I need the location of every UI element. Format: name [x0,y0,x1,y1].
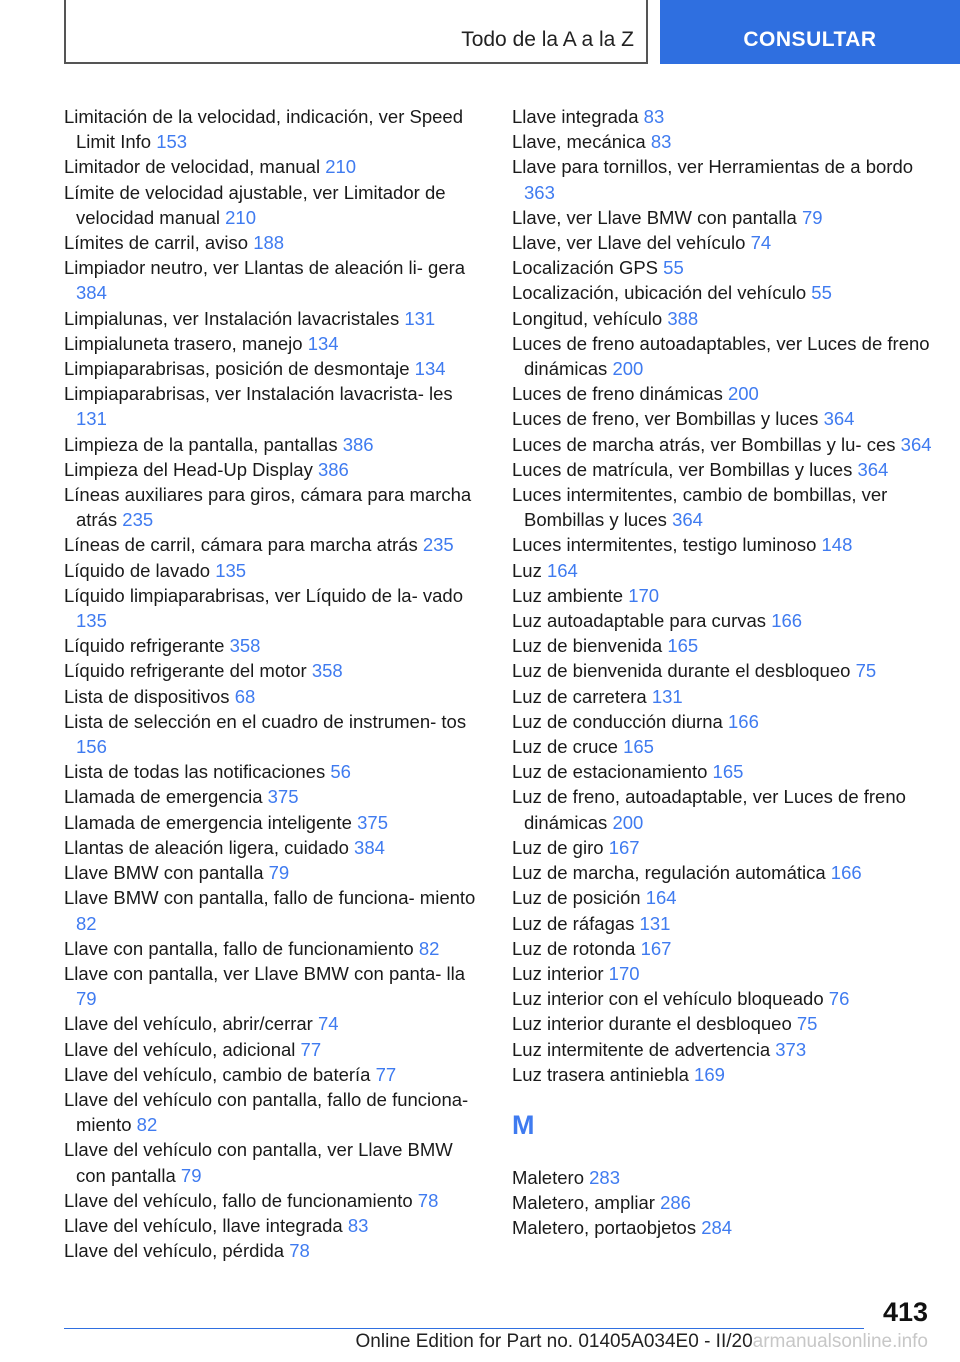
index-entry [64,759,484,784]
page-link[interactable]: 131 [404,307,436,329]
page-link[interactable]: 77 [375,1063,397,1085]
entry-term: Líneas de carril, cámara para marcha atrás [64,534,418,556]
page-link[interactable]: 200 [612,358,644,380]
index-entry [512,1062,932,1087]
page-link[interactable]: 388 [667,307,699,329]
index-entry [512,860,932,885]
entry-term: Luz de giro [512,836,604,858]
page-link[interactable]: 364 [823,408,855,430]
page-link[interactable]: 55 [663,257,684,279]
page-link[interactable]: 165 [623,736,654,758]
index-entry [512,255,932,280]
entry-term: Llave, mecánica [512,131,646,153]
entry-term: Limpiaparabrisas, posición de desmontaje [64,358,410,380]
page-link[interactable]: 75 [855,660,877,682]
entry-term: Lista de selección en el cuadro de instrumen- tos [64,710,467,732]
entry-term: Líquido de lavado [64,559,211,581]
index-entry [64,936,484,961]
index-entry [64,1011,484,1036]
entry-term: Limitador de velocidad, manual [64,156,321,178]
entry-term: Maletero [512,1166,584,1188]
entry-term: Luz de cruce [512,736,618,758]
entry-term: Llave integrada [512,106,639,127]
entry-term: Luz intermitente de advertencia [512,1038,771,1060]
index-entry [512,558,932,583]
entry-term: Llave con pantalla, ver Llave BMW con panta- lla [64,962,466,984]
entry-term: Luces de freno autoadaptables, ver Luces de freno dinámicas [512,332,930,380]
index-entry [512,280,932,305]
entry-term: Maletero, ampliar [512,1192,655,1214]
page-link[interactable]: 156 [76,736,107,758]
index-entry [512,709,932,734]
index-entry [512,306,932,331]
entry-term: Luces de matrícula, ver Bombillas y luces [512,458,853,480]
entry-term: Localización, ubicación del vehículo [512,282,807,304]
index-entry [512,1190,932,1215]
index-entry [64,684,484,709]
index-entry [512,835,932,860]
entry-term: Luz de bienvenida [512,635,663,657]
index-tab-label: Todo de la A a la Z [461,28,634,51]
index-entry [64,306,484,331]
page-link[interactable]: 79 [801,206,823,228]
page-link[interactable]: 153 [156,131,188,153]
index-entry [64,104,484,154]
entry-term: Luz interior con el vehículo bloqueado [512,988,824,1010]
page-link[interactable]: 210 [325,156,357,178]
page-link[interactable]: 135 [76,610,107,632]
entry-term: Llamada de emergencia inteligente [64,811,352,833]
page-link[interactable]: 210 [225,206,256,228]
entry-term: Límites de carril, aviso [64,232,249,254]
page-link[interactable]: 68 [234,685,256,707]
index-entry [64,709,484,759]
index-entry [512,532,932,557]
page-link[interactable]: 375 [357,811,388,833]
index-entry [64,583,484,633]
page-link[interactable]: 134 [307,332,339,354]
entry-term: Líquido refrigerante del motor [64,660,307,682]
page-link[interactable]: 79 [76,988,97,1010]
page-link[interactable]: 364 [900,433,932,455]
footer-rule [64,1328,864,1329]
index-entry [64,810,484,835]
entry-term: Luces de freno, ver Bombillas y luces [512,408,819,430]
page-link[interactable]: 373 [775,1038,807,1060]
page-link[interactable]: 56 [330,761,351,783]
entry-term: Luz de rotonda [512,937,636,959]
index-entry [512,1011,932,1036]
entry-term: Llave BMW con pantalla [64,862,264,884]
page-link[interactable]: 131 [639,912,671,934]
page-link[interactable]: 386 [317,458,349,480]
entry-term: Llave del vehículo con pantalla, ver Llave BMW con pantalla [64,1139,453,1186]
index-entry [512,381,932,406]
index-entry [64,1238,484,1263]
index-entry [512,936,932,961]
entry-term: Luz de conducción diurna [512,710,723,732]
entry-term: Líquido limpiaparabrisas, ver Líquido de la- vado [64,584,464,606]
index-entry [64,154,484,179]
entry-term: Luz de ráfagas [512,912,635,934]
index-entry [512,205,932,230]
entry-term: Llantas de aleación ligera, cuidado [64,836,349,858]
page-link[interactable]: 283 [589,1166,620,1188]
index-entry [64,255,484,305]
index-entry [512,759,932,784]
page-link[interactable]: 164 [546,559,578,581]
page-link[interactable]: 82 [136,1114,158,1136]
page-link[interactable]: 364 [672,509,703,531]
page-link[interactable]: 384 [354,836,385,858]
index-entry [512,986,932,1011]
index-entry [512,784,932,834]
index-entry [64,180,484,230]
entry-term: Llave del vehículo, fallo de funcionamiento [64,1189,413,1211]
index-entry [512,331,932,381]
index-entry [64,1087,484,1137]
page-link[interactable]: 358 [311,660,343,682]
index-entry [512,684,932,709]
page-link[interactable]: 148 [821,534,853,556]
entry-term: Luz autoadaptable para curvas [512,610,767,632]
page-link[interactable]: 77 [300,1038,322,1060]
index-entry [512,1037,932,1062]
page-link[interactable]: 83 [643,106,665,127]
entry-term: Llave, ver Llave BMW con pantalla [512,206,797,228]
page-link[interactable]: 83 [650,131,672,153]
index-tab[interactable] [64,0,648,64]
index-entry [512,406,932,431]
watermark: armanualsonline.info [752,1331,928,1352]
page-link[interactable]: 363 [524,181,555,203]
index-entry [512,911,932,936]
index-entry [512,734,932,759]
page-link[interactable]: 384 [76,282,107,304]
index-entry [512,583,932,608]
page-link[interactable]: 358 [229,635,261,657]
page-link[interactable]: 169 [694,1063,725,1085]
entry-term: Llave del vehículo, adicional [64,1038,296,1060]
index-entry [64,356,484,381]
entry-term: Llave para tornillos, ver Herramientas de a bordo [512,156,914,178]
index-entry [512,230,932,255]
page-link[interactable]: 82 [76,912,97,934]
index-entry [512,961,932,986]
entry-term: Luces de freno dinámicas [512,383,723,405]
page-link[interactable]: 235 [422,534,454,556]
index-entry [64,835,484,860]
entry-term: Luz trasera antiniebla [512,1063,689,1085]
entry-term: Líneas auxiliares para giros, cámara para marcha atrás [64,484,472,531]
entry-term: Limpiador neutro, ver Llantas de aleación li- gera [64,257,466,279]
edition-text: Online Edition for Part no. 01405A034E0 - II/20 [355,1331,753,1352]
page-link[interactable]: 170 [608,962,640,984]
page-link[interactable]: 78 [417,1189,439,1211]
index-entry [512,457,932,482]
page-link[interactable]: 188 [253,232,285,254]
section-letter-heading: M [512,1109,535,1140]
index-entry [512,608,932,633]
index-entry [64,633,484,658]
entry-term: Luz interior [512,962,604,984]
entry-term: Luz de estacionamiento [512,761,708,783]
index-entry [64,1213,484,1238]
index-entry [64,658,484,683]
entry-term: Llave, ver Llave del vehículo [512,232,746,254]
index-entry [512,154,932,204]
entry-term: Luz interior durante el desbloqueo [512,1013,792,1035]
entry-term: Llave del vehículo, abrir/cerrar [64,1013,313,1035]
entry-term: Llave BMW con pantalla, fallo de funciona- miento [64,887,476,909]
page-link[interactable]: 200 [612,811,644,833]
entry-term: Lista de todas las notificaciones [64,761,326,783]
consult-tab-label: CONSULTAR [743,28,877,51]
page-link[interactable]: 164 [645,887,677,909]
page-link[interactable]: 83 [347,1214,369,1236]
footer [0,1331,928,1353]
page-link[interactable]: 131 [651,685,683,707]
entry-term: Limpialunas, ver Instalación lavacristales [64,307,400,329]
entry-term: Límite de velocidad ajustable, ver Limitador de velocidad manual [64,181,446,228]
entry-term: Lista de dispositivos [64,685,230,707]
entry-term: Luces de marcha atrás, ver Bombillas y lu- ces [512,433,896,455]
index-entry [64,381,484,431]
entry-term: Llave del vehículo, cambio de batería [64,1063,371,1085]
entry-term: Limpiaparabrisas, ver Instalación lavacrista- les [64,383,453,405]
page-link[interactable]: 165 [712,761,744,783]
page-link[interactable]: 82 [418,937,440,959]
page-link[interactable]: 79 [180,1164,202,1186]
page-link[interactable]: 375 [267,786,299,808]
index-entry [512,104,932,129]
entry-term: Maletero, portaobjetos [512,1217,697,1239]
entry-term: Llave del vehículo con pantalla, fallo de funciona- miento [64,1088,469,1136]
right-column [512,104,932,1241]
page-link[interactable]: 167 [608,836,640,858]
index-entry [512,482,932,532]
page-link[interactable]: 55 [811,282,832,304]
index-entry [64,860,484,885]
index-entry [64,457,484,482]
page-link[interactable]: 75 [796,1013,818,1035]
entry-term: Luz de marcha, regulación automática [512,862,826,884]
index-entry [64,1188,484,1213]
entry-term: Líquido refrigerante [64,635,225,657]
index-entry [64,432,484,457]
entry-term: Luces intermitentes, testigo luminoso [512,534,817,556]
entry-term: Longitud, vehículo [512,307,663,329]
index-entry [512,1215,932,1240]
entry-term: Llave del vehículo, pérdida [64,1240,285,1262]
entry-term: Llave con pantalla, fallo de funcionamiento [64,937,414,959]
index-entry [64,532,484,557]
entry-term: Luz ambiente [512,584,624,606]
page-link[interactable]: 200 [727,383,759,405]
consult-tab[interactable] [660,0,960,64]
page-link[interactable]: 166 [728,710,759,732]
index-entry [512,633,932,658]
page-link[interactable]: 134 [414,358,446,380]
page-link[interactable]: 74 [317,1013,339,1035]
page-link[interactable]: 74 [750,232,772,254]
index-entry [64,482,484,532]
page-link[interactable]: 78 [289,1240,310,1262]
entry-term: Llamada de emergencia [64,786,263,808]
index-entry [512,432,932,457]
page-link[interactable]: 167 [640,937,672,959]
page-link[interactable]: 76 [828,988,850,1010]
index-entry [512,1165,932,1190]
page-link[interactable]: 284 [701,1217,733,1239]
page-link[interactable]: 79 [268,862,290,884]
index-entry [512,658,932,683]
entry-term: Limpialuneta trasero, manejo [64,332,303,354]
index-entry [64,1137,484,1187]
page-link[interactable]: 364 [857,458,889,480]
entry-term: Luz de freno, autoadaptable, ver Luces de freno dinámicas [512,786,906,833]
entry-term: Luz de carretera [512,685,647,707]
index-entry [64,1062,484,1087]
index-entry [64,230,484,255]
entry-term: Limpieza del Head-Up Display [64,458,313,480]
entry-term: Luces intermitentes, cambio de bombillas, ver Bombillas y luces [512,484,888,531]
index-entry [64,331,484,356]
index-entry [512,129,932,154]
page-link[interactable]: 166 [830,862,862,884]
page-link[interactable]: 131 [76,408,107,430]
page-link[interactable]: 235 [122,509,154,531]
entry-term: Limpieza de la pantalla, pantallas [64,433,338,455]
page-link[interactable]: 170 [628,584,660,606]
page-link[interactable]: 135 [215,559,247,581]
index-entry [64,784,484,809]
entry-term: Luz [512,559,542,581]
entry-term: Localización GPS [512,257,659,279]
index-entry [64,885,484,935]
index-entry [512,885,932,910]
left-column [64,104,484,1263]
entry-term: Limitación de la velocidad, indicación, ver Speed Limit Info [64,106,464,153]
index-entry [64,1037,484,1062]
entry-term: Luz de bienvenida durante el desbloqueo [512,660,851,682]
entry-term: Luz de posición [512,887,641,909]
entry-term: Llave del vehículo, llave integrada [64,1214,343,1236]
page-link[interactable]: 386 [342,433,374,455]
page-number: 413 [882,1297,928,1327]
page-link[interactable]: 286 [660,1192,691,1214]
index-entry [64,558,484,583]
page-link[interactable]: 166 [771,610,803,632]
page-link[interactable]: 165 [667,635,699,657]
index-entry [64,961,484,1011]
